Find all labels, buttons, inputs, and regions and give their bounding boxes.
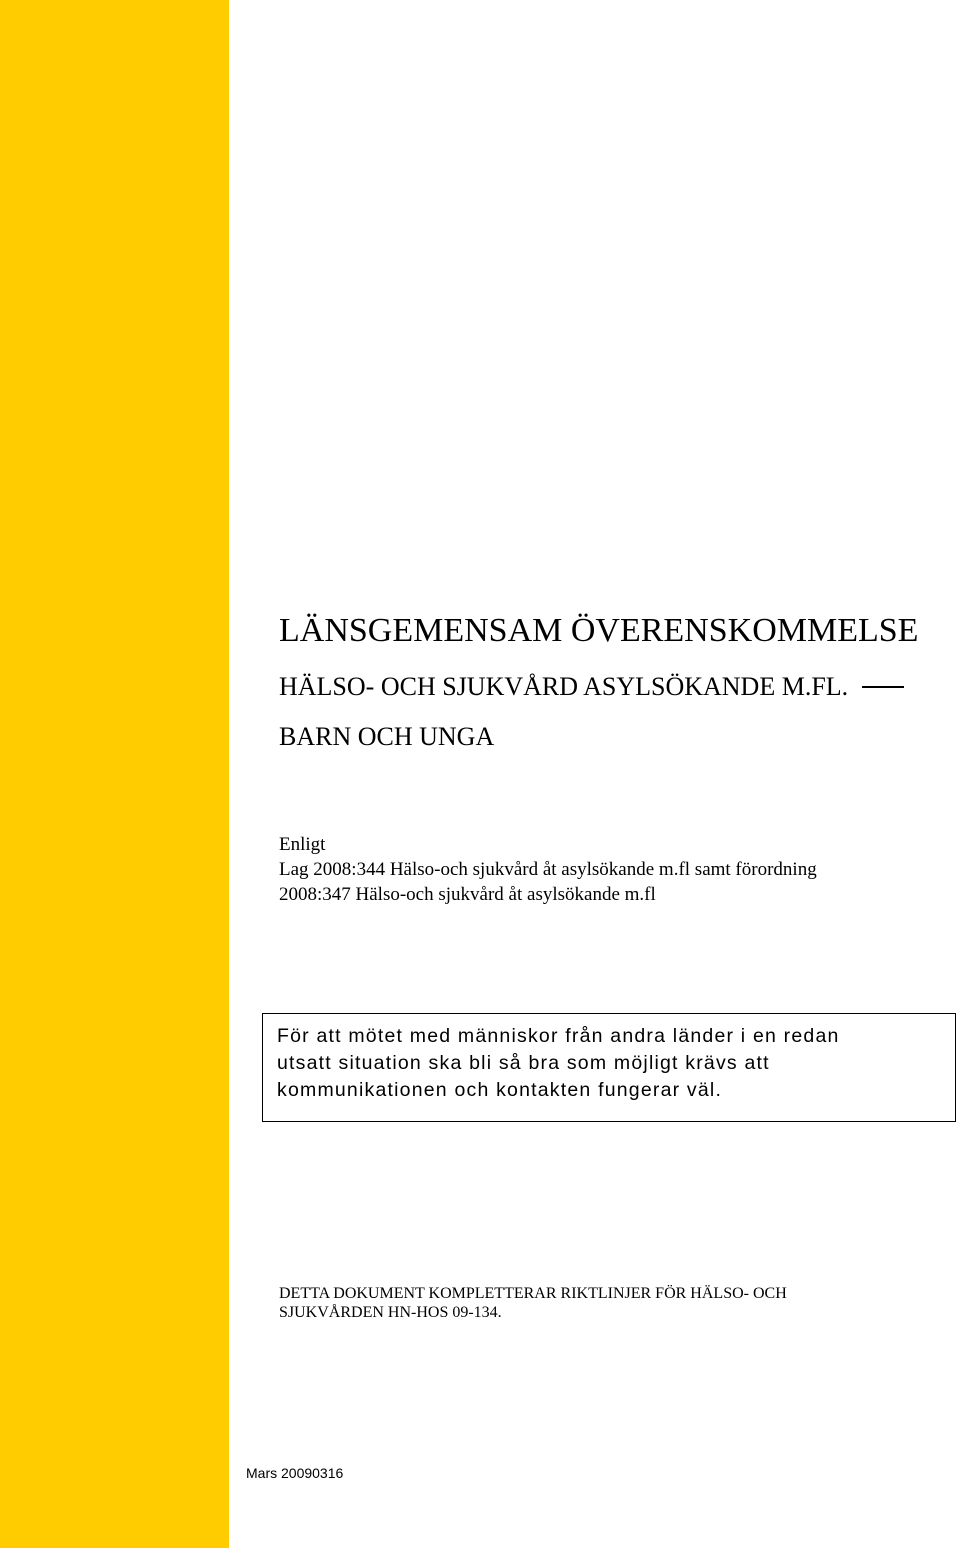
yellow-sidebar-band xyxy=(0,0,229,1548)
subtitle-line-2: BARN OCH UNGA xyxy=(279,722,495,751)
law-line-3: 2008:347 Hälso-och sjukvård åt asylsökande m.fl xyxy=(279,884,656,905)
supplement-line-2: SJUKVÅRDEN HN-HOS 09-134. xyxy=(279,1304,502,1321)
law-reference xyxy=(279,832,939,907)
subtitle-line-1 xyxy=(279,672,904,702)
quote-line-3: kommunikationen och kontakten fungerar väl. xyxy=(277,1079,723,1101)
quote-box xyxy=(262,1013,956,1122)
subtitle-line-1-text: HÄLSO- OCH SJUKVÅRD ASYLSÖKANDE M.FL. xyxy=(279,672,849,701)
document-title: LÄNSGEMENSAM ÖVERENSKOMMELSE xyxy=(279,612,919,649)
law-line-2: Lag 2008:344 Hälso-och sjukvård åt asylsökande m.fl samt förordning xyxy=(279,859,817,880)
supplement-note xyxy=(279,1284,787,1322)
document-date: Mars 20090316 xyxy=(246,1465,344,1481)
quote-line-1: För att mötet med människor från andra länder i en redan xyxy=(277,1025,840,1047)
dash-divider xyxy=(862,686,904,688)
quote-text xyxy=(277,1023,840,1104)
quote-line-2: utsatt situation ska bli så bra som möjligt krävs att xyxy=(277,1052,770,1074)
supplement-line-1: DETTA DOKUMENT KOMPLETTERAR RIKTLINJER FÖR HÄLSO- OCH xyxy=(279,1285,787,1302)
law-line-1: Enligt xyxy=(279,834,326,855)
